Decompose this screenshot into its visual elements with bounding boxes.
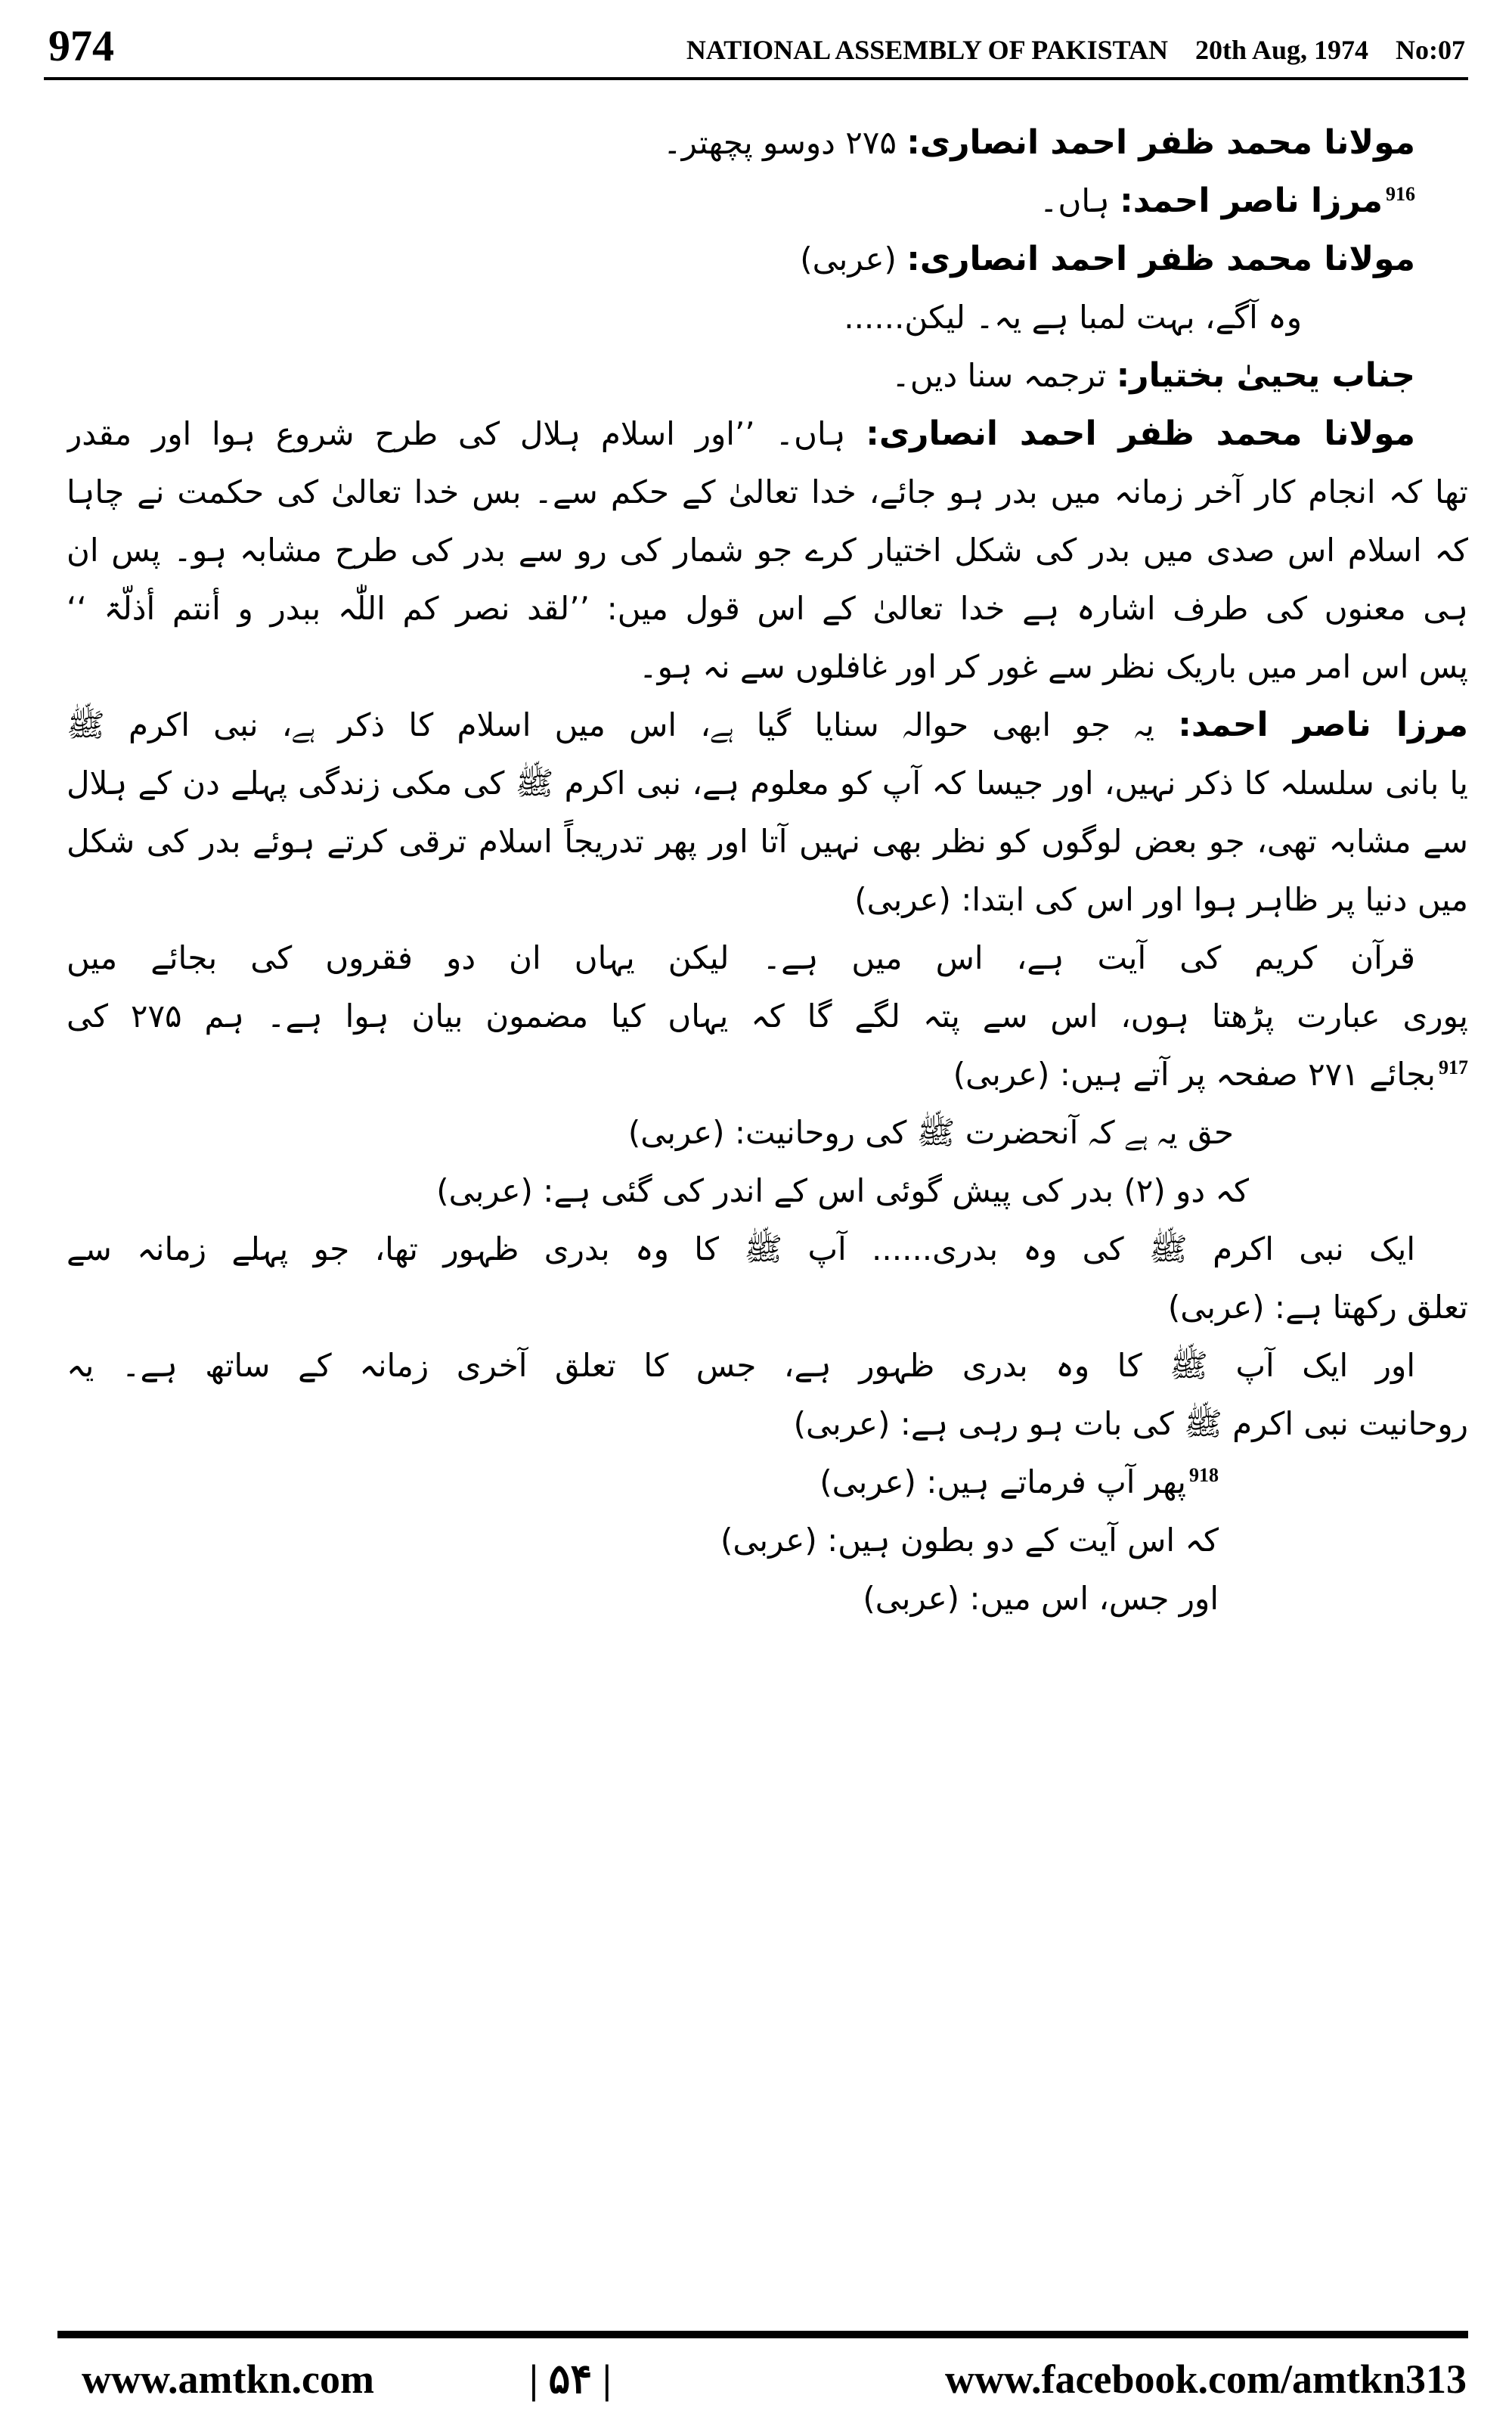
text-line: جناب یحییٰ بختیار: ترجمہ سنا دیں۔ <box>891 356 1415 395</box>
text-line: سے مشابہ تھی، جو بعض لوگوں کو نظر بھی نہیں آتا اور پھر تدریجاً اسلام ترقی کرتے ہوئے بدر کی شکل <box>67 823 1468 860</box>
text-line: تھا کہ انجام کار آخر زمانہ میں بدر ہو جائے، خدا تعالیٰ کے حکم سے۔ بس خدا تعالیٰ کی حکمت نے چاہا <box>67 473 1468 510</box>
text-line: $^{916}$مرزا ناصر احمد: ہاں۔ <box>1039 182 1415 220</box>
text-line: ایک نبی اکرم ﷺ کی وہ بدری...... آپ ﷺ کا وہ بدری ظہور تھا، جو پہلے زمانہ سے <box>67 1230 1415 1267</box>
footer-rule <box>57 2331 1468 2338</box>
footer-facebook-link[interactable]: www.facebook.com/amtkn313 <box>945 2356 1467 2402</box>
text-line: تعلق رکھتا ہے: (عربی) <box>1167 1289 1468 1326</box>
speaker-name: مولانا محمد ظفر احمد انصاری: <box>866 414 1415 453</box>
speaker-name: جناب یحییٰ بختیار: <box>1116 356 1415 395</box>
page-footer <box>0 2344 1512 2412</box>
text-line: حق یہ ہے کہ آنحضرت ﷺ کی روحانیت: (عربی) <box>627 1114 1234 1151</box>
text-line: وہ آگے، بہت لمبا ہے یہ۔ لیکن...... <box>844 299 1302 336</box>
text-line: $^{917}$بجائے ۲۷۱ صفحہ پر آتے ہیں: (عربی) <box>953 1056 1468 1093</box>
text-line: کہ اسلام اس صدی میں بدر کی شکل اختیار کرے جو شمار کی رو سے بدر کی طرح مشابہ ہو۔ پس ان <box>67 532 1468 569</box>
text-line: مولانا محمد ظفر احمد انصاری: ہاں۔ ’’اور اسلام ہلال کی طرح شروع ہوا اور مقدر <box>67 414 1415 453</box>
footnote-marker: 918 <box>1189 1464 1219 1486</box>
header-date: 20th Aug, 1974 <box>1194 35 1368 65</box>
text-line: اور جس، اس میں: (عربی) <box>863 1580 1219 1617</box>
header-title: NATIONAL ASSEMBLY OF PAKISTAN <box>686 35 1168 65</box>
text-line: قرآن کریم کی آیت ہے، اس میں ہے۔ لیکن یہاں ان دو فقروں کی بجائے میں <box>67 939 1415 976</box>
text-line: میں دنیا پر ظاہر ہوا اور اس کی ابتدا: (عربی) <box>854 881 1468 918</box>
text-line: مولانا محمد ظفر احمد انصاری: (عربی) <box>800 240 1415 278</box>
text-line: مرزا ناصر احمد: یہ جو ابھی حوالہ سنایا گیا ہے، اس میں اسلام کا ذکر ہے، نبی اکرم ﷺ <box>67 706 1468 744</box>
transcript-body <box>67 113 1468 2261</box>
page-number: 974 <box>48 21 114 70</box>
speaker-name: مولانا محمد ظفر احمد انصاری: <box>906 123 1415 162</box>
text-line: مولانا محمد ظفر احمد انصاری: ۲۷۵ دوسو پچھتر۔ <box>663 123 1415 162</box>
text-line: اور ایک آپ ﷺ کا وہ بدری ظہور ہے، جس کا تعلق آخری زمانہ کے ساتھ ہے۔ یہ <box>67 1347 1415 1384</box>
text-line: کہ اس آیت کے دو بطون ہیں: (عربی) <box>720 1522 1219 1559</box>
text-line: کہ دو (۲) بدر کی پیش گوئی اس کے اندر کی گئی ہے: (عربی) <box>436 1172 1249 1209</box>
footer-website-link[interactable]: www.amtkn.com <box>82 2356 374 2402</box>
header-rule <box>44 77 1468 80</box>
footnote-marker: 916 <box>1386 183 1415 205</box>
page-header <box>0 0 1512 83</box>
text-line: $^{918}$پھر آپ فرماتے ہیں: (عربی) <box>820 1463 1219 1500</box>
speaker-name: مولانا محمد ظفر احمد انصاری: <box>906 240 1415 278</box>
speaker-name: مرزا ناصر احمد: <box>1178 706 1468 744</box>
footnote-marker: 917 <box>1439 1056 1468 1078</box>
text-line: ہی معنوں کی طرف اشارہ ہے خدا تعالیٰ کے اس قول میں: ’’لقد نصر کم اللّٰہ ببدر و أنتم أذلّۃ ‘‘ <box>67 590 1468 627</box>
text-line: روحانیت نبی اکرم ﷺ کی بات ہو رہی ہے: (عربی) <box>793 1405 1468 1442</box>
footer-page-marker: | ۵۴ | <box>529 2356 612 2402</box>
speaker-name: مرزا ناصر احمد: <box>1120 182 1383 220</box>
text-line: یا بانی سلسلہ کا ذکر نہیں، اور جیسا کہ آپ کو معلوم ہے، نبی اکرم ﷺ کی مکی زندگی پہلے دن کے ہلال <box>67 765 1468 802</box>
text-line: پوری عبارت پڑھتا ہوں، اس سے پتہ لگے گا کہ یہاں کیا مضمون بیان ہوا ہے۔ ہم ۲۷۵ کی <box>67 997 1468 1035</box>
running-header <box>686 33 1465 67</box>
header-number: No:07 <box>1396 35 1465 65</box>
text-line: پس اس امر میں باریک نظر سے غور کر اور غافلوں سے نہ ہو۔ <box>638 648 1468 685</box>
